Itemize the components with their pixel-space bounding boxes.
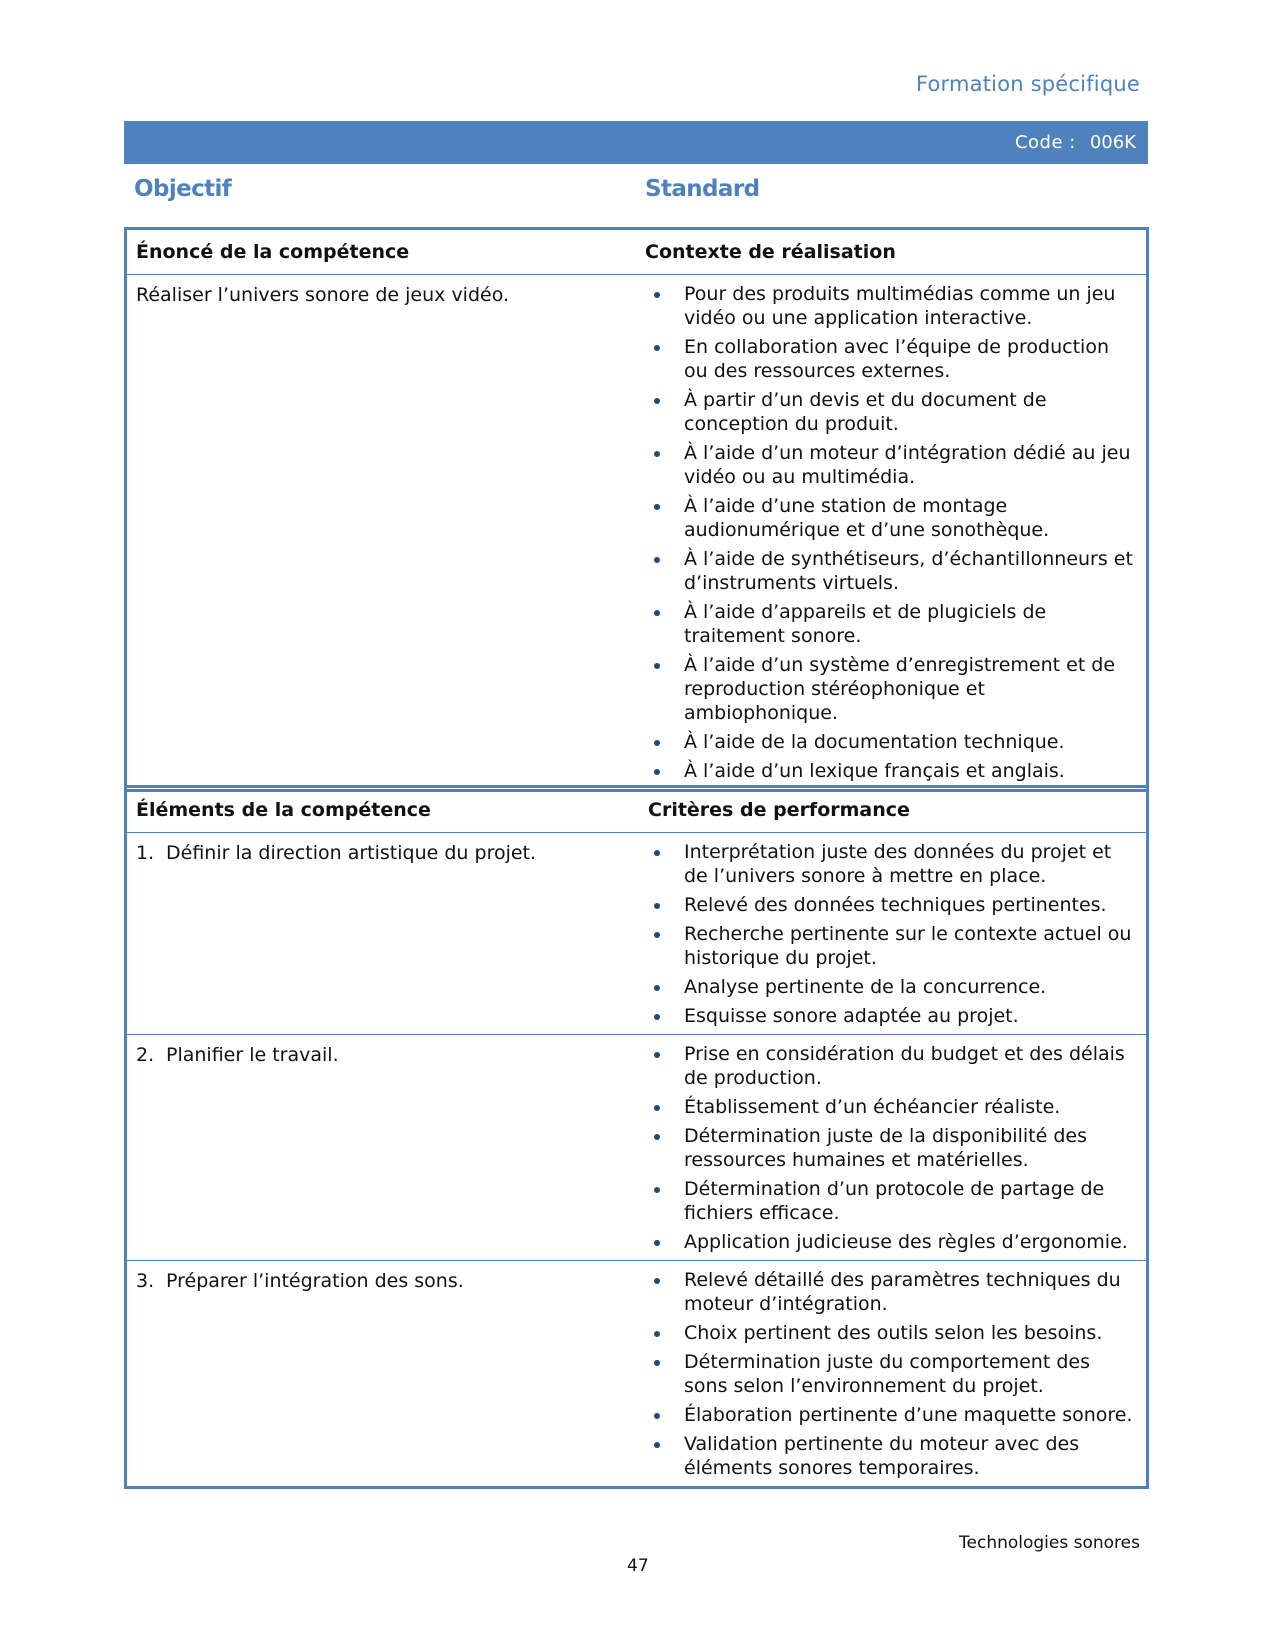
code-label: Code : xyxy=(1014,132,1076,153)
list-item xyxy=(645,388,1138,436)
list-item xyxy=(645,1177,1138,1225)
bullet-icon xyxy=(654,1187,660,1193)
bullet-icon xyxy=(654,1240,660,1246)
criteria-list xyxy=(645,833,1146,1034)
list-item-text: À l’aide de la documentation technique. xyxy=(684,731,1065,753)
bullet-icon xyxy=(654,345,660,351)
criteria-list xyxy=(645,1261,1146,1486)
list-item-text: À l’aide d’un lexique français et anglais. xyxy=(684,760,1065,782)
competence-statement-table xyxy=(124,227,1149,792)
element-number: 2. xyxy=(136,1044,155,1066)
list-item xyxy=(645,335,1138,383)
bullet-icon xyxy=(654,398,660,404)
criteria-header: Critères de performance xyxy=(645,787,1148,833)
element-number: 1. xyxy=(136,842,155,864)
list-item-text: Relevé détaillé des paramètres techniques du moteur d’intégration. xyxy=(684,1269,1121,1315)
list-item-text: Choix pertinent des outils selon les besoins. xyxy=(684,1322,1103,1344)
standard-heading: Standard xyxy=(645,176,760,202)
list-item xyxy=(645,1350,1138,1398)
list-item-text: Pour des produits multimédias comme un jeu vidéo ou une application interactive. xyxy=(684,283,1116,329)
list-item xyxy=(645,975,1138,999)
list-item-text: Interprétation juste des données du projet et de l’univers sonore à mettre en place. xyxy=(684,841,1112,887)
code-bar xyxy=(124,121,1148,164)
list-item-text: Relevé des données techniques pertinentes. xyxy=(684,894,1107,916)
bullet-icon xyxy=(654,1134,660,1140)
bullet-icon xyxy=(654,850,660,856)
bullet-icon xyxy=(654,292,660,298)
bullet-icon xyxy=(654,1331,660,1337)
statement-header: Énoncé de la compétence xyxy=(126,229,646,275)
list-item xyxy=(645,1004,1138,1028)
bullet-icon xyxy=(654,903,660,909)
list-item-text: À l’aide d’une station de montage audionumérique et d’une sonothèque. xyxy=(684,495,1050,541)
list-item xyxy=(645,441,1138,489)
bullet-icon xyxy=(654,451,660,457)
footer-program-name: Technologies sonores xyxy=(959,1533,1140,1553)
table-row xyxy=(126,833,1148,1035)
list-item-text: Validation pertinente du moteur avec des éléments sonores temporaires. xyxy=(684,1433,1080,1479)
list-item-text: Esquisse sonore adaptée au projet. xyxy=(684,1005,1019,1027)
objectif-heading: Objectif xyxy=(134,176,232,202)
criteria-list xyxy=(645,1035,1146,1260)
list-item-text: À l’aide de synthétiseurs, d’échantillonneurs et d’instruments virtuels. xyxy=(684,548,1133,594)
bullet-icon xyxy=(654,769,660,775)
list-item-text: À l’aide d’un système d’enregistrement et de reproduction stéréophonique et ambiophonique. xyxy=(684,654,1116,724)
list-item-text: Détermination juste de la disponibilité des ressources humaines et matérielles. xyxy=(684,1125,1087,1171)
competence-statement: Réaliser l’univers sonore de jeux vidéo. xyxy=(136,284,510,306)
bullet-icon xyxy=(654,1360,660,1366)
list-item xyxy=(645,893,1138,917)
competence-element xyxy=(136,1261,645,1293)
list-item xyxy=(645,1042,1138,1090)
list-item xyxy=(645,840,1138,888)
list-item-text: À partir d’un devis et du document de conception du produit. xyxy=(684,389,1047,435)
bullet-icon xyxy=(654,557,660,563)
list-item-text: À l’aide d’un moteur d’intégration dédié au jeu vidéo ou au multimédia. xyxy=(684,442,1131,488)
list-item xyxy=(645,1230,1138,1254)
list-item xyxy=(645,1095,1138,1119)
bullet-icon xyxy=(654,1105,660,1111)
list-item xyxy=(645,282,1138,330)
context-header: Contexte de réalisation xyxy=(645,229,1148,275)
list-item-text: En collaboration avec l’équipe de production ou des ressources externes. xyxy=(684,336,1109,382)
list-item xyxy=(645,494,1138,542)
bullet-icon xyxy=(654,1413,660,1419)
bullet-icon xyxy=(654,932,660,938)
context-list xyxy=(645,275,1146,789)
list-item-text: Élaboration pertinente d’une maquette sonore. xyxy=(684,1404,1133,1426)
list-item xyxy=(645,1268,1138,1316)
list-item-text: Établissement d’un échéancier réaliste. xyxy=(684,1096,1061,1118)
table-row xyxy=(126,1035,1148,1261)
code-value: 006K xyxy=(1089,132,1136,153)
table-row xyxy=(126,1261,1148,1488)
list-item xyxy=(645,759,1138,783)
bullet-icon xyxy=(654,1052,660,1058)
list-item xyxy=(645,600,1138,648)
bullet-icon xyxy=(654,1442,660,1448)
bullet-icon xyxy=(654,985,660,991)
list-item xyxy=(645,1321,1138,1345)
element-text: Préparer l’intégration des sons. xyxy=(166,1270,464,1292)
bullet-icon xyxy=(654,1014,660,1020)
elements-header: Éléments de la compétence xyxy=(126,787,646,833)
list-item xyxy=(645,1124,1138,1172)
list-item-text: À l’aide d’appareils et de plugiciels de traitement sonore. xyxy=(684,601,1047,647)
bullet-icon xyxy=(654,1278,660,1284)
list-item-text: Analyse pertinente de la concurrence. xyxy=(684,976,1047,998)
table-header-row xyxy=(126,787,1148,833)
competence-element xyxy=(136,833,645,865)
element-text: Planifier le travail. xyxy=(166,1044,339,1066)
list-item-text: Détermination juste du comportement des sons selon l’environnement du projet. xyxy=(684,1351,1090,1397)
section-title: Formation spécifique xyxy=(915,72,1140,96)
bullet-icon xyxy=(654,504,660,510)
table-row xyxy=(126,275,1148,791)
list-item-text: Application judicieuse des règles d’ergonomie. xyxy=(684,1231,1128,1253)
list-item xyxy=(645,1403,1138,1427)
bullet-icon xyxy=(654,740,660,746)
element-text: Définir la direction artistique du projet. xyxy=(166,842,537,864)
list-item xyxy=(645,653,1138,725)
competence-elements-table xyxy=(124,785,1149,1489)
list-item-text: Recherche pertinente sur le contexte actuel ou historique du projet. xyxy=(684,923,1132,969)
bullet-icon xyxy=(654,610,660,616)
table-header-row xyxy=(126,229,1148,275)
list-item xyxy=(645,547,1138,595)
competence-element xyxy=(136,1035,645,1067)
list-item-text: Prise en considération du budget et des délais de production. xyxy=(684,1043,1125,1089)
page-number: 47 xyxy=(627,1556,649,1576)
bullet-icon xyxy=(654,663,660,669)
list-item xyxy=(645,730,1138,754)
list-item xyxy=(645,922,1138,970)
list-item xyxy=(645,1432,1138,1480)
element-number: 3. xyxy=(136,1270,155,1292)
list-item-text: Détermination d’un protocole de partage de fichiers efficace. xyxy=(684,1178,1105,1224)
